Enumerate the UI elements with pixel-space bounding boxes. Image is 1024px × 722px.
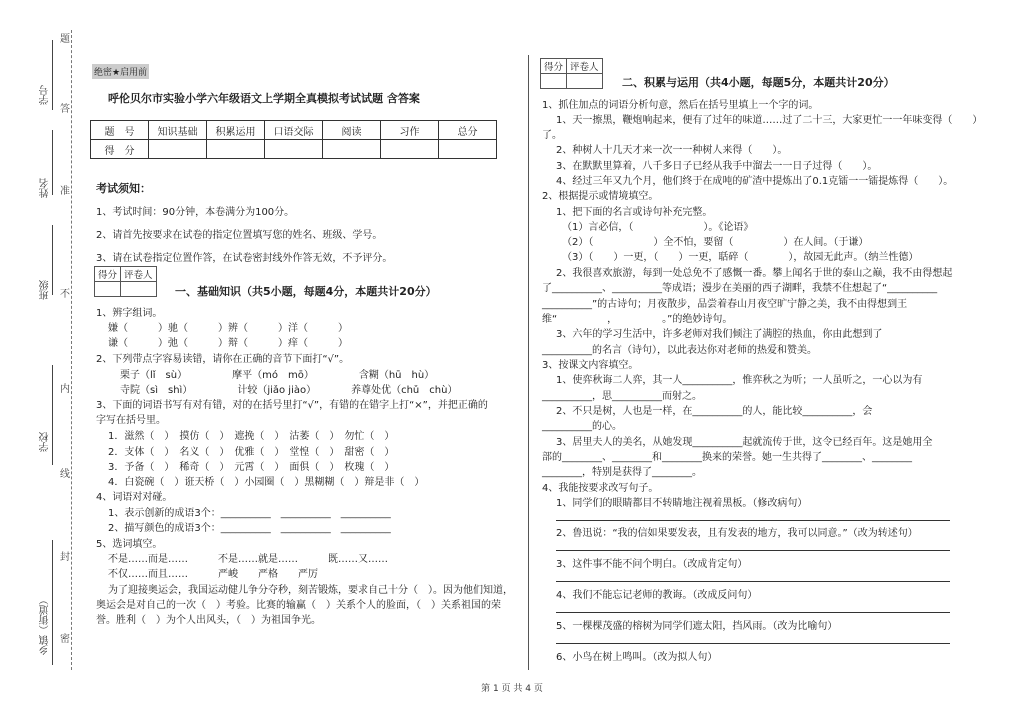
- section1-line: 2、描写颜色的成语3个：__________ __________ __________: [108, 523, 391, 534]
- section2-line: 了。: [542, 130, 562, 141]
- section1-line: 字写在括号里。: [96, 415, 166, 426]
- section2-heading: 二、积累与运用（共4小题，每题5分，本题共计20分）: [622, 76, 895, 89]
- section2-line: 2、不只是树，人也是一样，在__________的人，能比较__________，会: [556, 406, 873, 417]
- section2-line: 4、我能按要求改写句子。: [542, 483, 659, 494]
- section2-line: （3）（ ）一更，（ ）一更，聒碎（ ），故园无此声。（纳兰性德）: [562, 252, 919, 263]
- section2-line: 2、根据提示或情境填空。: [542, 191, 659, 202]
- section1-line: 誉。胜利（ ）为个人出风头，（ ）为祖国争光。: [96, 615, 321, 626]
- section2-line: ________，特别是获得了________。: [542, 467, 702, 478]
- grader-blank[interactable]: [121, 282, 157, 297]
- name-line: [52, 130, 53, 195]
- seal-char-zhun: 准: [60, 186, 70, 197]
- school-line: [52, 365, 53, 465]
- section2-line: 3、居里夫人的美名，从她发现__________起就流传于世，这令已经百年。这是她用全: [556, 437, 933, 448]
- instruction-item: 3、请在试卷指定位置作答，在试卷密封线外作答无效，不予评分。: [96, 253, 393, 264]
- section2-line: 3、六年的学习生活中，许多老师对我们倾注了满腔的热血，你由此想到了: [556, 329, 883, 340]
- answer-line[interactable]: [556, 520, 950, 521]
- page-title: 呼伦贝尔市实验小学六年级语文上学期全真模拟考试试题 含答案: [108, 92, 420, 105]
- score-cell: [265, 140, 323, 159]
- section1-line: 3、下面的词语书写有对有错，对的在括号里打“√”，有错的在错字上打“×”，并把正确的: [96, 400, 488, 411]
- section1-heading: 一、基础知识（共5小题，每题4分，本题共计20分）: [175, 285, 437, 298]
- score-cell: 习作: [381, 121, 439, 140]
- section2-line: 维“ ， 。”的绝妙诗句。: [542, 314, 733, 325]
- score-cell: 积累运用: [207, 121, 265, 140]
- score-cell: [323, 140, 381, 159]
- section2-line: 1、使弈秋诲二人弈，其一人__________，惟弈秋之为听；一人虽听之，一心以为有: [556, 375, 923, 386]
- section1-line: 5、选词填空。: [96, 539, 163, 550]
- section2-line: __________，思__________而射之。: [542, 391, 702, 402]
- section2-line: 6、小鸟在树上鸣叫。（改为拟人句）: [556, 652, 718, 663]
- column-divider: [528, 55, 529, 670]
- section1-line: 不是……而是…… 不是……就是…… 既……又……: [108, 554, 388, 565]
- seal-char-bu: 不: [60, 289, 70, 300]
- section1-line: 4．白瓷碗（ ）诳天桥（ ）小园圈（ ）黑糊糊（ ）辩是非（ ）: [108, 477, 425, 488]
- section2-line: 部的________、________和________换来的荣誉。她一生共得了________、________: [542, 452, 912, 463]
- section2-line: 了__________、__________等成语；漫步在美丽的西子湖畔，我禁不住想起了“__________: [542, 283, 938, 294]
- section2-line: 5、一棵棵茂盛的榕树为同学们遮太阳，挡风雨。（改为比喻句）: [556, 621, 838, 632]
- score-cell: [207, 140, 265, 159]
- seal-char-da: 答: [60, 104, 70, 115]
- instruction-item: 2、请首先按要求在试卷的指定位置填写您的姓名、班级、学号。: [96, 230, 383, 241]
- class-label: 班级: [40, 280, 51, 300]
- score-cell: 阅读: [323, 121, 381, 140]
- grader-label: 评卷人: [121, 267, 157, 282]
- seal-char-feng: 封: [60, 552, 70, 563]
- score-cell: [439, 140, 497, 159]
- section2-line: 1、把下面的名言或诗句补充完整。: [556, 207, 713, 218]
- section1-line: 2、下列带点字容易读错，请你在正确的音节下面打“√”。: [96, 354, 350, 365]
- seal-char-xian: 线: [60, 469, 70, 480]
- section2-line: 2、种树人十几天才来一次一一种树人来得（ ）。: [556, 145, 788, 156]
- score-cell: 得 分: [91, 140, 149, 159]
- section1-line: 不仅……而且…… 严峻 严格 严厉: [108, 569, 318, 580]
- answer-line[interactable]: [556, 612, 950, 613]
- confidential-stamp: 绝密★启用前: [92, 64, 149, 79]
- section1-line: 谦（ ）弛（ ）辩（ ）痒（ ）: [108, 338, 348, 349]
- scorer-box-1: [94, 266, 157, 297]
- township-label: 乡镇（街道）: [40, 595, 51, 655]
- section1-line: 嫌（ ）驰（ ）辨（ ）洋（ ）: [108, 323, 348, 334]
- score-cell: 知识基础: [149, 121, 207, 140]
- score-table: [90, 120, 497, 159]
- score-cell: 总分: [439, 121, 497, 140]
- section2-line: 3、在默默里算着，八千多日子已经从我手中溜去一一日子过得（ ）。: [556, 161, 878, 172]
- section2-line: 3、按课文内容填空。: [542, 360, 639, 371]
- score-table-header-row: [91, 121, 497, 140]
- section2-line: 2、鲁迅说：“我的信如果要发表，且有发表的地方，我可以同意。”（改为转述句）: [556, 528, 918, 539]
- score-cell: 口语交际: [265, 121, 323, 140]
- score-label: 得分: [95, 267, 121, 282]
- seal-dashed-line: [71, 30, 72, 670]
- section1-line: 栗子（lǐ sù） 摩平（mó mō） 含糊（hū hù）: [120, 370, 435, 381]
- section1-line: 3．予备（ ） 稀奇（ ） 元霄（ ） 面俱（ ） 枚瑰（ ）: [108, 462, 395, 473]
- section1-line: 寺院（sì shì） 计较（jiǎo jiào） 养尊处优（chǔ chù）: [120, 385, 458, 396]
- answer-line[interactable]: [556, 550, 950, 551]
- section2-line: 1、抓住加点的词语分析句意，然后在括号里填上一个字的词。: [542, 100, 819, 111]
- section2-line: __________”的古诗句；月夜散步，品尝着春山月夜空旷宁静之美，我不由得想到王: [542, 299, 908, 310]
- seal-char-mi: 密: [60, 634, 70, 645]
- instructions-heading: 考试须知：: [96, 182, 151, 195]
- score-table-value-row: [91, 140, 497, 159]
- seal-char-ti: 题: [60, 34, 70, 45]
- section1-line: 奥运会是对自己的一次（ ）考验。比赛的输赢（ ）关系个人的脸面，（ ）关系祖国的荣: [96, 600, 501, 611]
- section1-line: 为了迎接奥运会，我国运动健儿争分夺秒，刻苦锻炼，要求自己十分（ ）。因为他们知道，: [108, 585, 513, 596]
- score-cell: [149, 140, 207, 159]
- section2-line: __________的名言（诗句），以此表达你对老师的热爱和赞美。: [542, 345, 817, 356]
- student-id-line: [52, 40, 53, 110]
- section1-line: 2．支体（ ） 名义（ ） 优雅（ ） 堂惶（ ） 甜密（ ）: [108, 447, 395, 458]
- scorer-box-2: [540, 58, 603, 89]
- section2-line: 3、这件事不能不问个明白。（改成肯定句）: [556, 559, 748, 570]
- name-label: 姓名: [40, 178, 51, 198]
- binding-margin: [0, 0, 78, 722]
- page-footer: 第 1 页 共 4 页: [481, 684, 543, 694]
- seal-char-nei: 内: [60, 384, 70, 395]
- section2-line: 1、同学们的眼睛都目不转睛地注视着黑板。（修改病句）: [556, 498, 808, 509]
- township-line: [52, 540, 53, 665]
- section2-line: __________的心。: [542, 421, 622, 432]
- section2-line: 4、我们不能忘记老师的教诲。（改成反问句）: [556, 590, 758, 601]
- section1-line: 1、辨字组词。: [96, 308, 163, 319]
- section2-line: （1）言必信，（ ）。《论语》: [562, 222, 754, 233]
- score-label: 得分: [541, 59, 567, 74]
- section1-line: 1、表示创新的成语3个：__________ __________ __________: [108, 508, 391, 519]
- section2-line: 1、天一擦黑，鞭炮响起来，便有了过年的味道……过了二十三，大家更忙一一年味变得（ ）: [556, 115, 983, 126]
- score-cell: 题 号: [91, 121, 149, 140]
- school-label: 学校: [40, 432, 51, 452]
- score-blank[interactable]: [95, 282, 121, 297]
- section2-line: 2、我很喜欢旅游，每到一处总免不了感慨一番。攀上闻名于世的泰山之巅，我不由得想起: [556, 268, 953, 279]
- section1-line: 4、词语对对碰。: [96, 492, 173, 503]
- class-line: [52, 225, 53, 295]
- grader-blank[interactable]: [567, 74, 603, 89]
- instruction-item: 1、考试时间：90分钟，本卷满分为100分。: [96, 207, 295, 218]
- score-cell: [381, 140, 439, 159]
- answer-line[interactable]: [556, 643, 950, 644]
- grader-label: 评卷人: [567, 59, 603, 74]
- score-blank[interactable]: [541, 74, 567, 89]
- student-id-label: 学号: [40, 85, 51, 105]
- section2-line: 4、经过三年又九个月，他们终于在成吨的矿渣中提炼出了0.1克镭一一镭提炼得（ ）。: [556, 176, 954, 187]
- section1-line: 1．滋然（ ） 摸仿（ ） 遮挽（ ） 沽萎（ ） 勿忙（ ）: [108, 431, 395, 442]
- answer-line[interactable]: [556, 581, 950, 582]
- section2-line: （2）（ ）全不怕，要留（ ）在人间。（于谦）: [562, 237, 869, 248]
